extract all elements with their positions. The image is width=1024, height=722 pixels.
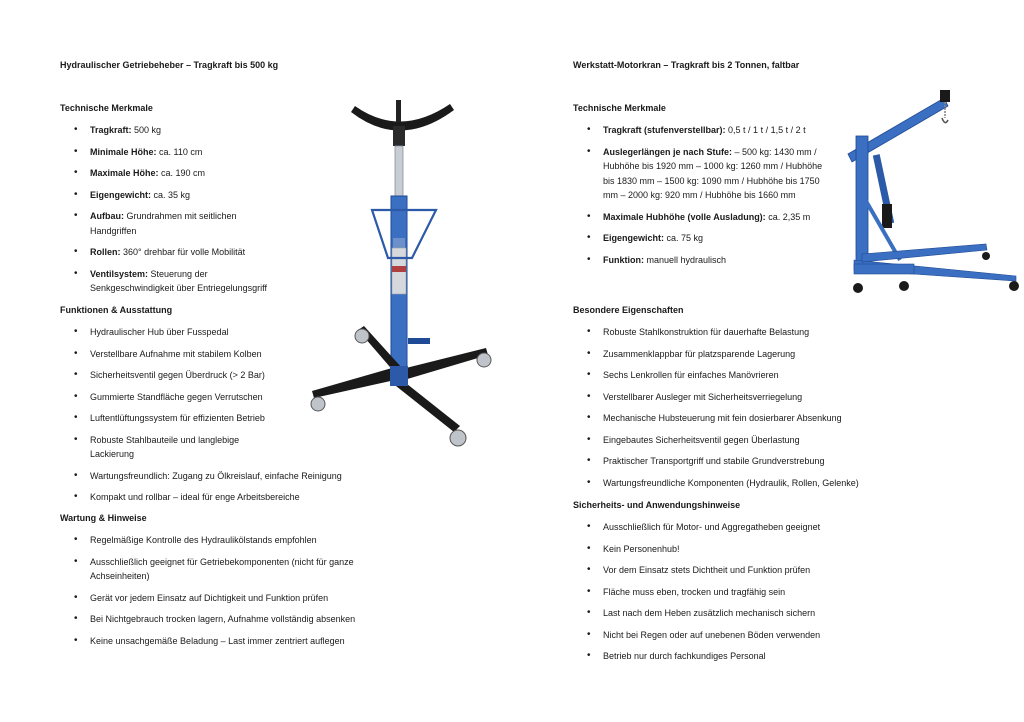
transmission-jack-image (300, 98, 500, 450)
list-item: • Rollen: 360° drehbar für volle Mobilität (60, 245, 270, 260)
list-item: • Zusammenklappbar für platzsparende Lagerung (573, 347, 913, 362)
engine-crane-image (840, 84, 1020, 300)
list-item: • Ventilsystem: Steuerung der Senkgeschwindigkeit über Entriegelungsgriff (60, 267, 270, 296)
list-item: • Verstellbarer Ausleger mit Sicherheitsverriegelung (573, 390, 913, 405)
list-item: • Betrieb nur durch fachkundiges Personal (573, 649, 913, 664)
left-section-heading-functions: Funktionen & Ausstattung (60, 305, 173, 315)
right-section-heading-features: Besondere Eigenschaften (573, 305, 684, 315)
list-item: • Minimale Höhe: ca. 110 cm (60, 145, 270, 160)
list-item: • Maximale Höhe: ca. 190 cm (60, 166, 270, 181)
list-item: • Kein Personenhub! (573, 542, 913, 557)
list-item: • Gerät vor jedem Einsatz auf Dichtigkeit und Funktion prüfen (60, 591, 400, 606)
list-item: • Ausschließlich für Motor- und Aggregatheben geeignet (573, 520, 913, 535)
left-section-heading-maintenance: Wartung & Hinweise (60, 513, 147, 523)
list-item: • Eigengewicht: ca. 75 kg (573, 231, 838, 246)
list-item: • Robuste Stahlbauteile und langlebige Lackierung (60, 433, 270, 462)
list-item: • Ausschließlich geeignet für Getriebekomponenten (nicht für ganze Achseinheiten) (60, 555, 400, 584)
right-section-heading-specs: Technische Merkmale (573, 103, 666, 113)
left-title: Hydraulischer Getriebeheber – Tragkraft bis 500 kg (60, 60, 279, 70)
list-item: • Last nach dem Heben zusätzlich mechanisch sichern (573, 606, 913, 621)
left-functions-list (60, 325, 342, 512)
list-item: • Luftentlüftungssystem für effizienten Betrieb (60, 411, 300, 426)
list-item: • Auslegerlängen je nach Stufe: – 500 kg: 1430 mm / Hubhöhe bis 1920 mm – 1000 kg: 1260 mm / Hubhöhe bis 1830 mm – 1500 kg: 1090 mm / Hubhöhe bis 1750 mm – 2000 kg: 920 mm / Hubhöhe bis 1660 mm (573, 145, 835, 203)
list-item: • Wartungsfreundlich: Zugang zu Ölkreislauf, einfache Reinigung (60, 469, 410, 484)
list-item: • Fläche muss eben, trocken und tragfähig sein (573, 585, 913, 600)
list-item: • Sicherheitsventil gegen Überdruck (> 2 Bar) (60, 368, 300, 383)
list-item: • Verstellbare Aufnahme mit stabilem Kolben (60, 347, 300, 362)
right-specs-list (573, 123, 838, 274)
left-maintenance-list (60, 533, 400, 655)
list-item: • Nicht bei Regen oder auf unebenen Böden verwenden (573, 628, 913, 643)
list-item: • Eigengewicht: ca. 35 kg (60, 188, 270, 203)
right-section-heading-safety: Sicherheits- und Anwendungshinweise (573, 500, 741, 510)
list-item: • Bei Nichtgebrauch trocken lagern, Aufnahme vollständig absenken (60, 612, 400, 627)
left-section-heading-specs: Technische Merkmale (60, 103, 153, 113)
list-item: • Hydraulischer Hub über Fusspedal (60, 325, 300, 340)
right-features-list (573, 325, 913, 497)
list-item: • Gummierte Standfläche gegen Verrutschen (60, 390, 300, 405)
list-item: • Tragkraft: 500 kg (60, 123, 270, 138)
list-item: • Wartungsfreundliche Komponenten (Hydraulik, Rollen, Gelenke) (573, 476, 913, 491)
list-item: • Maximale Hubhöhe (volle Ausladung): ca. 2,35 m (573, 210, 828, 225)
left-specs-list (60, 123, 270, 303)
list-item: • Praktischer Transportgriff und stabile Grundverstrebung (573, 454, 913, 469)
list-item: • Vor dem Einsatz stets Dichtheit und Funktion prüfen (573, 563, 913, 578)
list-item: • Regelmäßige Kontrolle des Hydraulikölstands empfohlen (60, 533, 400, 548)
list-item: • Sechs Lenkrollen für einfaches Manövrieren (573, 368, 913, 383)
right-safety-list (573, 520, 913, 671)
right-title: Werkstatt-Motorkran – Tragkraft bis 2 Tonnen, faltbar (573, 60, 800, 70)
list-item: • Aufbau: Grundrahmen mit seitlichen Handgriffen (60, 209, 270, 238)
list-item: • Mechanische Hubsteuerung mit fein dosierbarer Absenkung (573, 411, 913, 426)
list-item: • Tragkraft (stufenverstellbar): 0,5 t / 1 t / 1,5 t / 2 t (573, 123, 838, 138)
list-item: • Kompakt und rollbar – ideal für enge Arbeitsbereiche (60, 490, 410, 505)
list-item: • Robuste Stahlkonstruktion für dauerhafte Belastung (573, 325, 913, 340)
list-item: • Eingebautes Sicherheitsventil gegen Überlastung (573, 433, 913, 448)
list-item: • Funktion: manuell hydraulisch (573, 253, 838, 268)
list-item: • Keine unsachgemäße Beladung – Last immer zentriert auflegen (60, 634, 400, 649)
